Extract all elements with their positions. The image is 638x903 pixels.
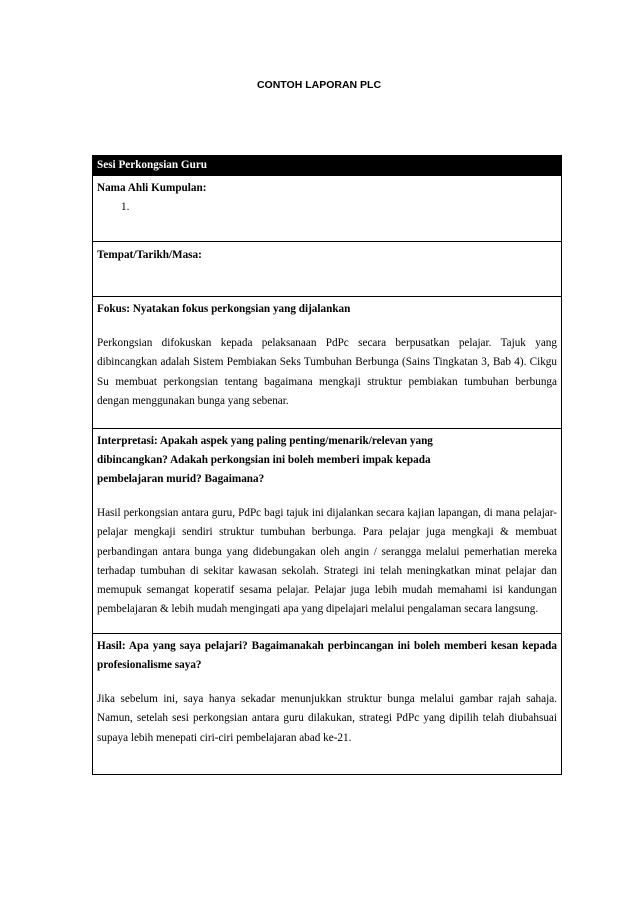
section-header: Sesi Perkongsian Guru [93, 156, 561, 176]
interpretation-row [93, 429, 561, 634]
result-question: Hasil: Apa yang saya pelajari? Bagaimanakah perbincangan ini boleh memberi kesan kepada profesionalisme saya? [97, 640, 557, 671]
interpretation-question: Interpretasi: Apakah aspek yang paling penting/menarik/relevan yang dibincangkan? Adakah perkongsian ini boleh memberi impak kepada pembelajaran murid? Bagaimana? [97, 435, 433, 485]
result-answer: Jika sebelum ini, saya hanya sekadar menunjukkan struktur bunga melalui gambar rajah sahaja. Namun, setelah sesi perkongsian antara guru dilakukan, strategi PdPc yang dipilih telah diubahsuai supaya lebih menepati ciri-ciri pembelajaran abad ke-21. [97, 693, 557, 744]
focus-answer: Perkongsian difokuskan kepada pelaksanaan PdPc secara berpusatkan pelajar. Tajuk yang dibincangkan adalah Sistem Pembiakan Seks Tumbuhan Berbunga (Sains Tingkatan 3, Bab 4). Cikgu Su membuat perkongsian tentang bagaimana mengkaji struktur pembiakan tumbuhan berbunga dengan menggunakan bunga yang sebenar. [97, 337, 557, 407]
members-label: Nama Ahli Kumpulan: [97, 182, 207, 194]
members-row [93, 176, 561, 242]
focus-row [93, 297, 561, 429]
page-title: CONTOH LAPORAN PLC [256, 79, 382, 91]
venue-label: Tempat/Tarikh/Masa: [97, 249, 202, 261]
member-list-item: 1. [121, 201, 130, 213]
result-row [93, 634, 561, 774]
interpretation-answer: Hasil perkongsian antara guru, PdPc bagi tajuk ini dijalankan secara kajian lapangan, di mana pelajar-pelajar mengkaji sendiri struktur tumbuhan berbunga. Para pelajar juga mengkaji & membuat perbandingan antara bunga yang didebungakan oleh angin / serangga melalui pemerhatian mereka terhadap tumbuhan di sekitar kawasan sekolah. Strategi ini telah meningkatkan minat pelajar dan memupuk semangat koperatif sesama pelajar. Pelajar juga lebih mudah memahami isi kandungan pembelajaran & lebih mudah mengingati apa yang dipelajari melalui pengalaman secara langsung. [97, 507, 557, 616]
plc-report-form [92, 155, 562, 775]
focus-question: Fokus: Nyatakan fokus perkongsian yang dijalankan [97, 303, 351, 315]
venue-row [93, 242, 561, 297]
